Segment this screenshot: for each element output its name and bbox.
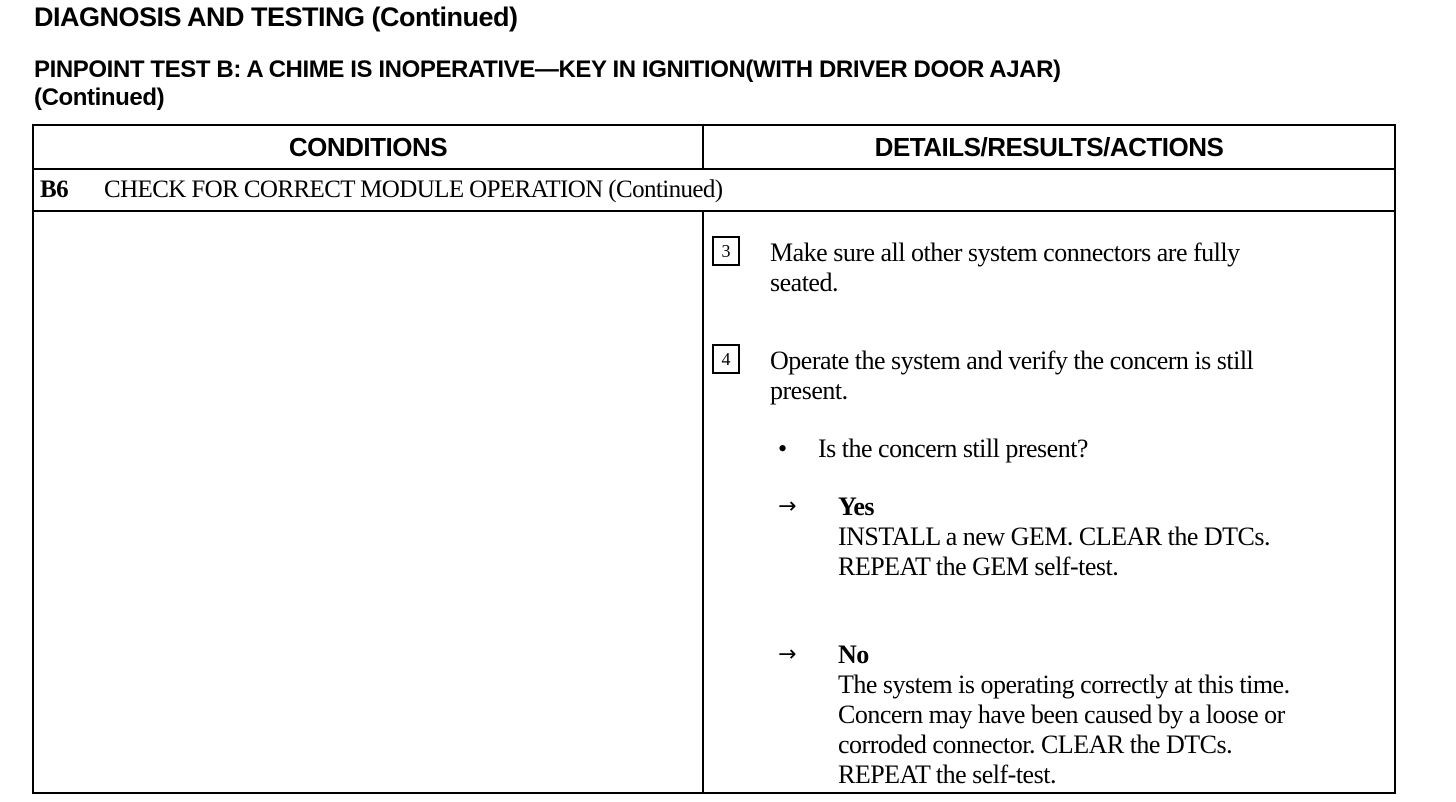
- yes-line2: REPEAT the GEM self-test.: [838, 552, 1119, 581]
- yes-branch: [838, 492, 1270, 582]
- yes-label: Yes: [838, 492, 875, 521]
- step-3-text: [770, 238, 1240, 298]
- step-4-text: [770, 346, 1253, 406]
- no-line1: The system is operating correctly at this time.: [838, 670, 1290, 699]
- no-arrow-icon: →: [778, 642, 797, 667]
- details-cell: [704, 212, 1394, 792]
- question-text: Is the concern still present?: [818, 434, 1088, 463]
- details-header: DETAILS/RESULTS/ACTIONS: [874, 132, 1224, 162]
- step-4-line1: Operate the system and verify the concern is still: [770, 346, 1254, 375]
- no-line2: Concern may have been caused by a loose or: [838, 700, 1285, 729]
- step-row: [34, 170, 1394, 210]
- no-line3: corroded connector. CLEAR the DTCs.: [838, 730, 1233, 759]
- no-line4: REPEAT the self-test.: [838, 760, 1056, 789]
- step-number-box-4: 4: [712, 344, 740, 374]
- conditions-header: CONDITIONS: [288, 132, 448, 162]
- bullet-icon: •: [778, 434, 787, 463]
- step-3-line2: seated.: [770, 268, 838, 297]
- step-4-line2: present.: [770, 376, 848, 405]
- step-number-box-3: 3: [712, 236, 740, 266]
- yes-line1: INSTALL a new GEM. CLEAR the DTCs.: [838, 522, 1271, 551]
- pinpoint-test-title-line2: (Continued): [34, 84, 165, 111]
- pinpoint-test-title-line1: PINPOINT TEST B: A CHIME IS INOPERATIVE—KEY IN IGNITION(WITH DRIVER DOOR AJAR): [34, 56, 1061, 83]
- no-branch: [838, 640, 1290, 790]
- step-3-line1: Make sure all other system connectors are fully: [770, 238, 1240, 267]
- pinpoint-test-title: [34, 56, 1061, 112]
- yes-arrow-icon: →: [778, 494, 797, 519]
- page-title: DIAGNOSIS AND TESTING (Continued): [34, 2, 518, 32]
- step-id: B6: [40, 176, 68, 203]
- pinpoint-test-table: [32, 124, 1396, 794]
- step-title: CHECK FOR CORRECT MODULE OPERATION (Continued): [104, 176, 723, 203]
- no-label: No: [838, 640, 869, 669]
- conditions-cell: [34, 212, 702, 792]
